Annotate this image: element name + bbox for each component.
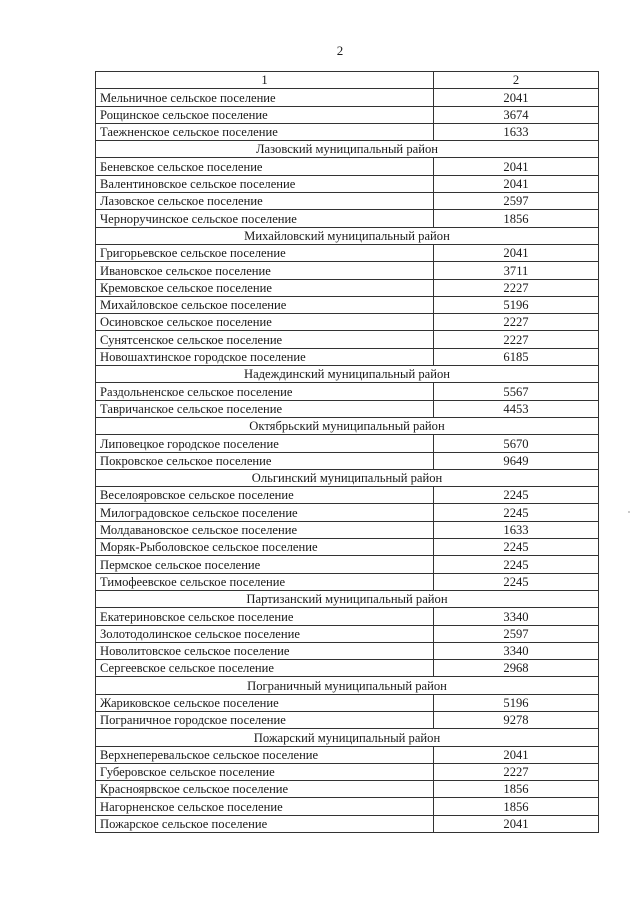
settlement-value: 2245 bbox=[434, 539, 599, 556]
settlement-value: 2041 bbox=[434, 244, 599, 261]
table-row bbox=[96, 694, 599, 711]
settlement-value: 6185 bbox=[434, 348, 599, 365]
table-row bbox=[96, 348, 599, 365]
settlement-name: Липовецкое городское поселение bbox=[96, 435, 434, 452]
table-row bbox=[96, 815, 599, 832]
settlement-name: Золотодолинское сельское поселение bbox=[96, 625, 434, 642]
table-row bbox=[96, 573, 599, 590]
table-row bbox=[96, 244, 599, 261]
settlement-value: 2227 bbox=[434, 314, 599, 331]
settlement-name: Пермское сельское поселение bbox=[96, 556, 434, 573]
district-header-row bbox=[96, 469, 599, 486]
table-row bbox=[96, 123, 599, 140]
settlement-value: 4453 bbox=[434, 400, 599, 417]
settlement-name: Екатериновское сельское поселение bbox=[96, 608, 434, 625]
table-row bbox=[96, 487, 599, 504]
settlement-value: 3711 bbox=[434, 262, 599, 279]
district-name: Октябрьский муниципальный район bbox=[96, 417, 599, 434]
settlement-name: Новолитовское сельское поселение bbox=[96, 642, 434, 659]
settlement-name: Валентиновское сельское поселение bbox=[96, 175, 434, 192]
settlement-name: Верхнеперевальское сельское поселение bbox=[96, 746, 434, 763]
settlement-name: Милоградовское сельское поселение bbox=[96, 504, 434, 521]
table-row bbox=[96, 642, 599, 659]
table-row bbox=[96, 452, 599, 469]
table-header-row bbox=[96, 72, 599, 89]
settlement-name: Красноярвское сельское поселение bbox=[96, 781, 434, 798]
settlement-value: 9278 bbox=[434, 711, 599, 728]
table-row bbox=[96, 158, 599, 175]
settlement-value: 3674 bbox=[434, 106, 599, 123]
district-name: Партизанский муниципальный район bbox=[96, 590, 599, 607]
table-row bbox=[96, 556, 599, 573]
settlement-value: 2041 bbox=[434, 175, 599, 192]
settlements-table bbox=[95, 71, 599, 833]
settlement-name: Веселояровское сельское поселение bbox=[96, 487, 434, 504]
column-header-1: 1 bbox=[96, 72, 434, 89]
district-name: Лазовский муниципальный район bbox=[96, 141, 599, 158]
settlement-value: 1856 bbox=[434, 798, 599, 815]
settlement-value: 2041 bbox=[434, 815, 599, 832]
district-name: Надеждинский муниципальный район bbox=[96, 366, 599, 383]
settlement-value: 2041 bbox=[434, 746, 599, 763]
settlement-name: Тимофеевское сельское поселение bbox=[96, 573, 434, 590]
district-header-row bbox=[96, 677, 599, 694]
district-header-row bbox=[96, 590, 599, 607]
settlement-name: Нагорненское сельское поселение bbox=[96, 798, 434, 815]
settlement-name: Моряк-Рыболовское сельское поселение bbox=[96, 539, 434, 556]
settlement-name: Тавричанское сельское поселение bbox=[96, 400, 434, 417]
settlement-name: Таежненское сельское поселение bbox=[96, 123, 434, 140]
settlement-name: Рощинское сельское поселение bbox=[96, 106, 434, 123]
settlement-value: 2245 bbox=[434, 504, 599, 521]
scan-speck bbox=[628, 511, 630, 513]
table-row bbox=[96, 400, 599, 417]
district-header-row bbox=[96, 141, 599, 158]
settlement-value: 2245 bbox=[434, 487, 599, 504]
settlement-name: Сергеевское сельское поселение bbox=[96, 660, 434, 677]
settlement-value: 2227 bbox=[434, 331, 599, 348]
settlement-value: 3340 bbox=[434, 608, 599, 625]
district-name: Михайловский муниципальный район bbox=[96, 227, 599, 244]
settlement-value: 9649 bbox=[434, 452, 599, 469]
district-header-row bbox=[96, 417, 599, 434]
settlement-name: Губеровское сельское поселение bbox=[96, 763, 434, 780]
settlement-value: 2968 bbox=[434, 660, 599, 677]
table-row bbox=[96, 279, 599, 296]
settlement-value: 1856 bbox=[434, 781, 599, 798]
table-row bbox=[96, 539, 599, 556]
table-row bbox=[96, 781, 599, 798]
settlement-name: Пограничное городское поселение bbox=[96, 711, 434, 728]
settlement-value: 2041 bbox=[434, 158, 599, 175]
table-row bbox=[96, 193, 599, 210]
table-row bbox=[96, 763, 599, 780]
column-header-2: 2 bbox=[434, 72, 599, 89]
table-row bbox=[96, 175, 599, 192]
settlement-name: Михайловское сельское поселение bbox=[96, 296, 434, 313]
district-header-row bbox=[96, 366, 599, 383]
table-row bbox=[96, 504, 599, 521]
table-row bbox=[96, 106, 599, 123]
settlement-name: Григорьевское сельское поселение bbox=[96, 244, 434, 261]
table-row bbox=[96, 798, 599, 815]
settlement-name: Новошахтинское городское поселение bbox=[96, 348, 434, 365]
table-row bbox=[96, 660, 599, 677]
district-name: Ольгинский муниципальный район bbox=[96, 469, 599, 486]
district-name: Пограничный муниципальный район bbox=[96, 677, 599, 694]
settlement-name: Жариковское сельское поселение bbox=[96, 694, 434, 711]
settlement-name: Черноручинское сельское поселение bbox=[96, 210, 434, 227]
settlement-name: Мельничное сельское поселение bbox=[96, 89, 434, 106]
settlement-value: 2227 bbox=[434, 763, 599, 780]
settlement-value: 2041 bbox=[434, 89, 599, 106]
settlement-name: Кремовское сельское поселение bbox=[96, 279, 434, 296]
settlement-name: Пожарское сельское поселение bbox=[96, 815, 434, 832]
table-row bbox=[96, 314, 599, 331]
settlement-name: Осиновское сельское поселение bbox=[96, 314, 434, 331]
district-header-row bbox=[96, 729, 599, 746]
table-row bbox=[96, 89, 599, 106]
district-name: Пожарский муниципальный район bbox=[96, 729, 599, 746]
settlement-value: 5567 bbox=[434, 383, 599, 400]
settlement-name: Беневское сельское поселение bbox=[96, 158, 434, 175]
table-row bbox=[96, 435, 599, 452]
table-row bbox=[96, 608, 599, 625]
table-row bbox=[96, 383, 599, 400]
settlement-value: 1633 bbox=[434, 123, 599, 140]
settlement-value: 1633 bbox=[434, 521, 599, 538]
settlement-value: 2597 bbox=[434, 193, 599, 210]
table-row bbox=[96, 625, 599, 642]
settlement-value: 3340 bbox=[434, 642, 599, 659]
table-row bbox=[96, 262, 599, 279]
table-row bbox=[96, 746, 599, 763]
district-header-row bbox=[96, 227, 599, 244]
page-number: 2 bbox=[336, 43, 344, 58]
table-row bbox=[96, 711, 599, 728]
table-row bbox=[96, 521, 599, 538]
settlement-value: 5196 bbox=[434, 296, 599, 313]
table-row bbox=[96, 331, 599, 348]
settlement-value: 1856 bbox=[434, 210, 599, 227]
settlement-value: 2245 bbox=[434, 556, 599, 573]
table-row bbox=[96, 296, 599, 313]
settlement-value: 2597 bbox=[434, 625, 599, 642]
table-row bbox=[96, 210, 599, 227]
settlement-name: Сунятсенское сельское поселение bbox=[96, 331, 434, 348]
settlement-name: Покровское сельское поселение bbox=[96, 452, 434, 469]
settlement-name: Молдавановское сельское поселение bbox=[96, 521, 434, 538]
settlement-name: Раздольненское сельское поселение bbox=[96, 383, 434, 400]
settlement-value: 2227 bbox=[434, 279, 599, 296]
settlement-value: 5196 bbox=[434, 694, 599, 711]
settlement-value: 2245 bbox=[434, 573, 599, 590]
settlement-name: Лазовское сельское поселение bbox=[96, 193, 434, 210]
table-body bbox=[96, 72, 599, 833]
settlement-value: 5670 bbox=[434, 435, 599, 452]
settlement-name: Ивановское сельское поселение bbox=[96, 262, 434, 279]
